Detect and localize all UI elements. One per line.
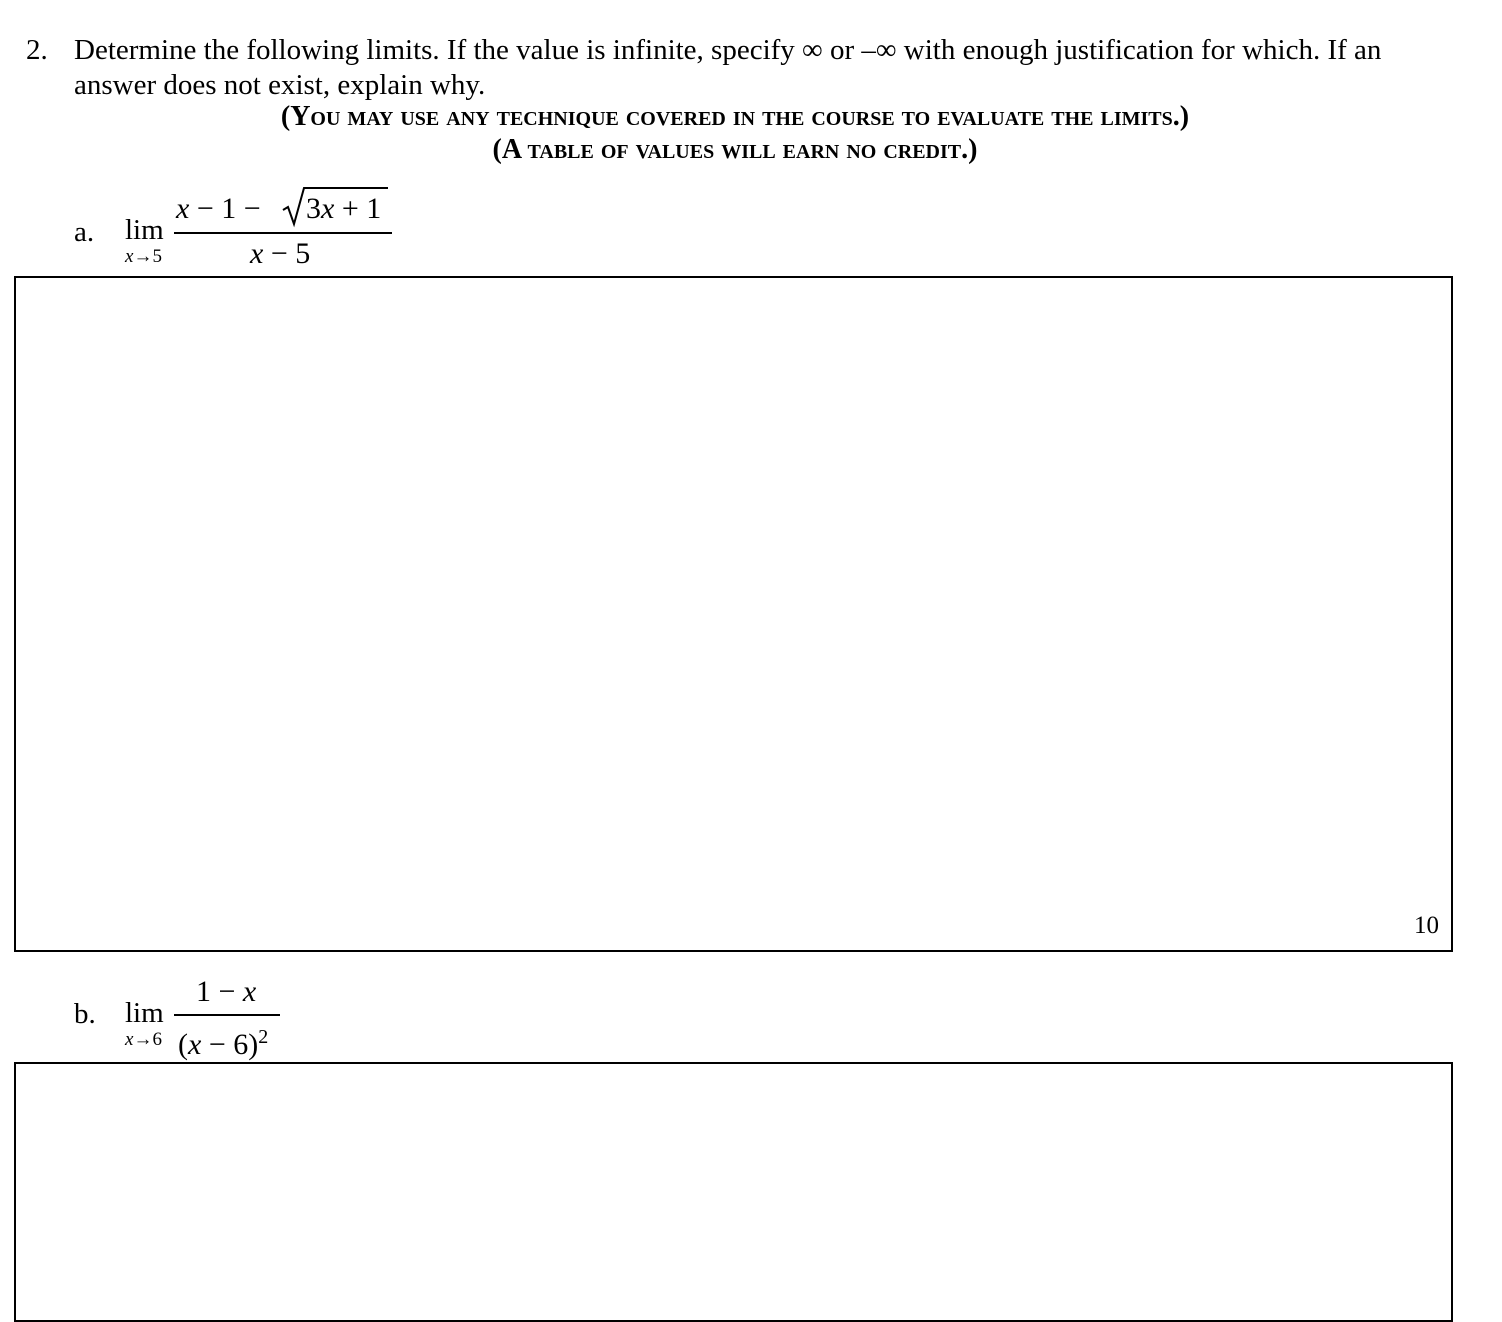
part-a-approach-arrow: → xyxy=(133,246,153,267)
part-b-fraction-bar xyxy=(174,1014,280,1016)
part-a-lim: lim xyxy=(125,214,164,246)
question-number: 2. xyxy=(26,34,48,66)
part-a-approach-var: x xyxy=(125,246,134,267)
part-a-limit-subscript xyxy=(125,247,162,267)
part-a-sqrt-vinculum xyxy=(304,187,388,189)
part-b-denominator-rest: − 6) xyxy=(208,1028,259,1061)
technique-note: (You may use any technique covered in the course to evaluate the limits.) xyxy=(280,101,1190,132)
part-a-numerator-var: x xyxy=(176,192,190,225)
part-a-denominator-var: x xyxy=(250,237,264,270)
part-b-numerator-var: x xyxy=(242,975,257,1008)
part-b-denominator-open: ( xyxy=(178,1028,188,1061)
part-a-numerator-mid: − 1 − xyxy=(196,192,261,225)
question-instruction-line1: Determine the following limits. If the value is infinite, specify ∞ or –∞ with enough justification for which. If an xyxy=(74,34,1382,66)
part-b-denominator xyxy=(178,1021,268,1061)
no-table-note: (A table of values will earn no credit.) xyxy=(492,134,978,165)
part-b-denominator-exp: 2 xyxy=(258,1026,269,1048)
part-b-denominator-var: x xyxy=(188,1028,202,1061)
part-b-label: b. xyxy=(74,998,96,1030)
part-b-approach-arrow: → xyxy=(133,1029,153,1050)
part-a-sqrt-radical xyxy=(282,186,306,228)
part-a-answer-box[interactable] xyxy=(14,276,1453,952)
part-a-fraction-bar xyxy=(174,232,392,234)
part-a-numerator-start xyxy=(176,193,261,225)
part-a-points: 10 xyxy=(1414,912,1439,939)
part-a-sqrt-var: x xyxy=(321,192,335,225)
question-instruction-line2: answer does not exist, explain why. xyxy=(74,69,486,101)
part-b-lim: lim xyxy=(125,997,164,1029)
part-a-sqrt-coef: 3 xyxy=(306,192,321,225)
part-a-label: a. xyxy=(74,216,95,248)
part-b-approach-value: 6 xyxy=(152,1029,162,1050)
part-a-denominator-rest: − 5 xyxy=(270,237,311,270)
part-b-approach-var: x xyxy=(125,1029,134,1050)
part-b-answer-box[interactable] xyxy=(14,1062,1453,1322)
part-b-limit-subscript xyxy=(125,1030,162,1050)
part-b-numerator xyxy=(196,976,256,1008)
part-a-sqrt-rest: + 1 xyxy=(341,192,382,225)
part-a-approach-value: 5 xyxy=(152,246,162,267)
part-b-numerator-pre: 1 − xyxy=(196,975,236,1008)
part-a-radicand xyxy=(306,193,381,225)
part-a-denominator xyxy=(250,238,310,270)
